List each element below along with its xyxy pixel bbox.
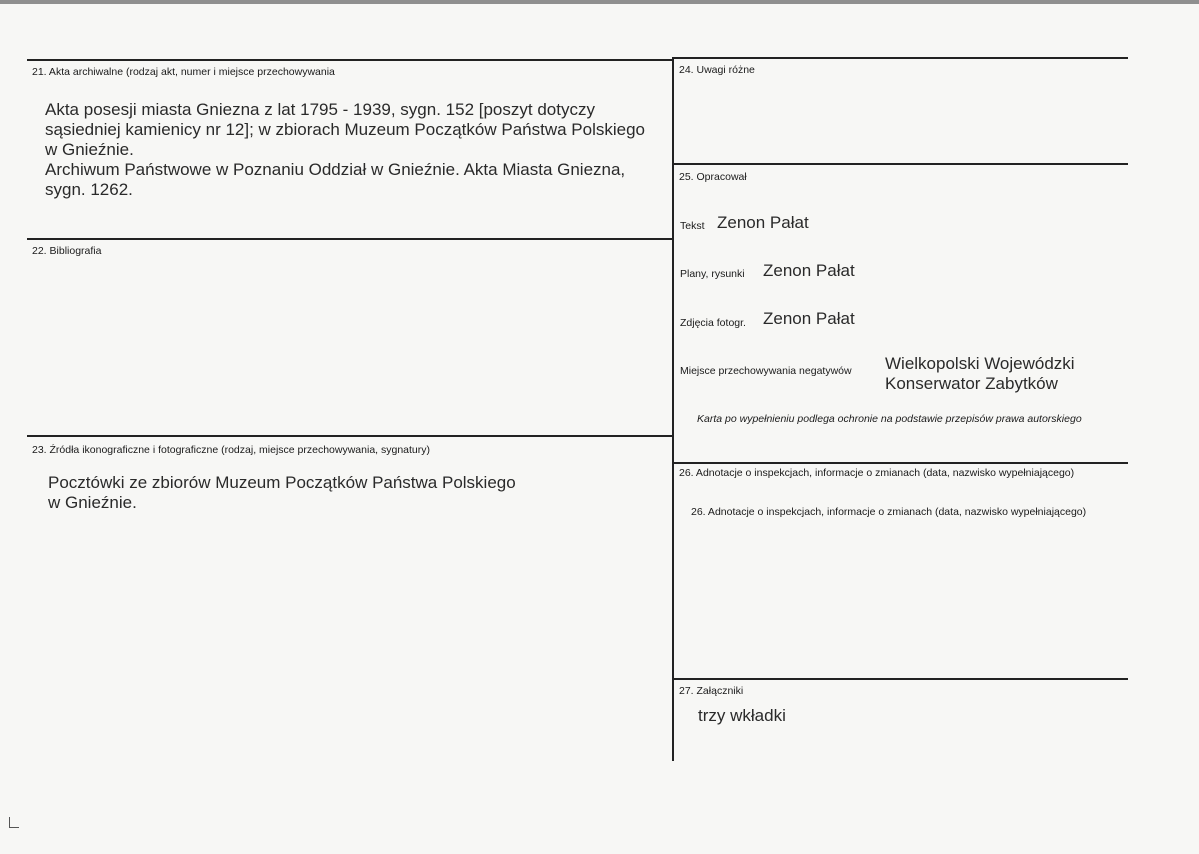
- attachments-value: trzy wkładki: [698, 706, 786, 725]
- plans-author-value: Zenon Pałat: [763, 261, 855, 280]
- photos-author-value: Zenon Pałat: [763, 309, 855, 328]
- text-author-value: Zenon Pałat: [717, 213, 809, 232]
- section-26-label: 26. Adnotacje o inspekcjach, informacje o zmianach (data, nazwisko wypełniającego): [679, 467, 1075, 479]
- negatives-location-line-2: Konserwator Zabytków: [885, 374, 1058, 393]
- copyright-note: Karta po wypełnieniu podlega ochronie na podstawie przepisów prawa autorskiego: [697, 413, 1082, 425]
- divider-top-right: [673, 57, 1128, 59]
- section-22-label: 22. Bibliografia: [32, 245, 102, 257]
- section-21-line-4: Archiwum Państwowe w Poznaniu Oddział w Gnieźnie. Akta Miasta Gniezna,: [45, 160, 626, 179]
- photos-author-label: Zdjęcia fotogr.: [680, 317, 746, 329]
- section-21-line-2: sąsiedniej kamienicy nr 12]; w zbiorach Muzeum Początków Państwa Polskiego: [45, 120, 645, 139]
- section-21-label: 21. Akta archiwalne (rodzaj akt, numer i miejsce przechowywania: [32, 66, 335, 78]
- section-25-label: 25. Opracował: [679, 171, 747, 183]
- plans-author-label: Plany, rysunki: [680, 268, 745, 280]
- section-24-label: 24. Uwagi różne: [679, 64, 755, 76]
- divider-26-27: [673, 678, 1128, 680]
- scan-top-edge: [0, 0, 1199, 4]
- negatives-location-label: Miejsce przechowywania negatywów: [680, 365, 852, 377]
- corner-mark: [9, 817, 19, 828]
- section-26-label-repeat: 26. Adnotacje o inspekcjach, informacje o zmianach (data, nazwisko wypełniającego): [691, 506, 1087, 518]
- section-23-label: 23. Źródła ikonograficzne i fotograficzne (rodzaj, miejsce przechowywania, sygnatury): [32, 444, 431, 456]
- divider-22-23: [27, 435, 673, 437]
- negatives-location-line-1: Wielkopolski Wojewódzki: [885, 354, 1075, 373]
- text-author-label: Tekst: [680, 220, 705, 232]
- divider-24-25: [673, 163, 1128, 165]
- divider-25-26: [673, 462, 1128, 464]
- section-23-line-2: w Gnieźnie.: [48, 493, 137, 512]
- section-21-line-5: sygn. 1262.: [45, 180, 133, 199]
- section-21-line-3: w Gnieźnie.: [45, 140, 134, 159]
- section-21-line-1: Akta posesji miasta Gniezna z lat 1795 - 1939, sygn. 152 [poszyt dotyczy: [45, 100, 595, 119]
- divider-top-left: [27, 59, 673, 61]
- section-27-label: 27. Załączniki: [679, 685, 744, 697]
- divider-21-22: [27, 238, 673, 240]
- section-23-line-1: Pocztówki ze zbiorów Muzeum Początków Państwa Polskiego: [48, 473, 516, 492]
